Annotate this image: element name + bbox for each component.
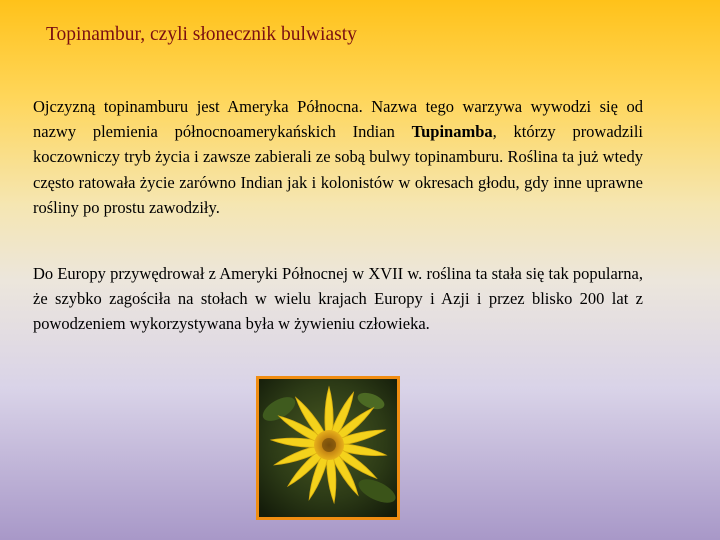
slide-title: Topinambur, czyli słonecznik bulwiasty (46, 24, 357, 45)
paragraph-europe: Do Europy przywędrował z Ameryki Północnej w XVII w. roślina ta stała się tak popularna, że szybko zagościła na stołach w wielu krajach Europy i Azji i przez blisko 200 lat z powodzeniem wykorzystywana była w żywieniu człowieka. (33, 264, 643, 334)
tribe-name: Tupinamba (411, 122, 493, 142)
yellow-flower-photo (259, 379, 397, 517)
flower-photo (256, 376, 400, 520)
paragraph-origin (33, 94, 643, 220)
paragraph-origin-text-start: Ojczyzną topinamburu jest Ameryka Północna. Nazwa tego warzywa wywodzi się od nazwy plemienia północnoamerykańskich Indian (33, 97, 643, 142)
paragraph-origin-text-end: , którzy prowadzili koczowniczy tryb życia i zawsze zabierali ze sobą bulwy topinamburu. Roślina ta już wtedy często ratowała życie zarówno Indian jak i kolonistów w okresach głodu, gdy inne uprawne rośliny po prostu zawodziły. (33, 122, 643, 217)
